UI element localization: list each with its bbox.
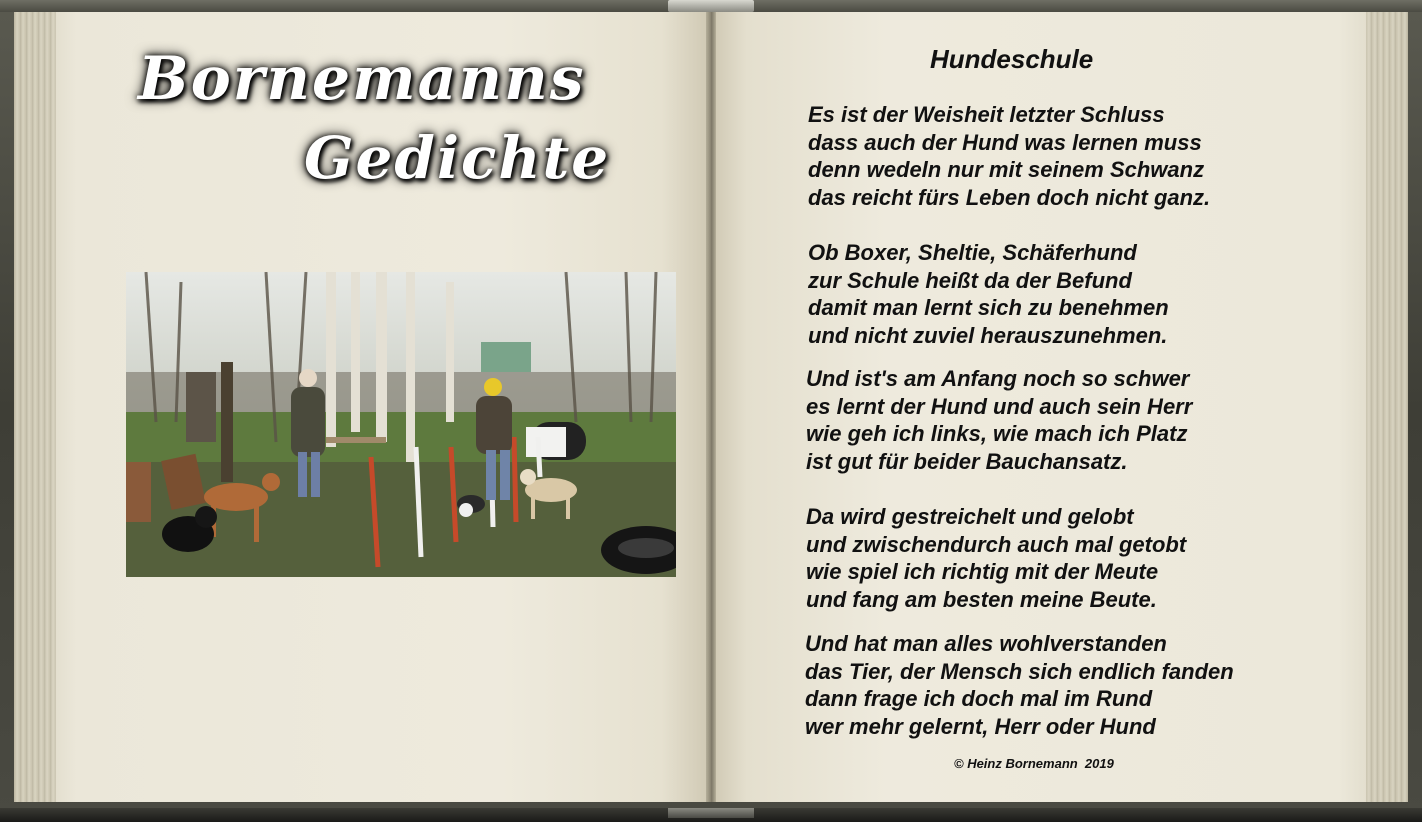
book-title-line2: Gedichte: [304, 124, 611, 192]
poem-line: wer mehr gelernt, Herr oder Hund: [805, 713, 1156, 739]
stanza-3: [806, 365, 1192, 475]
book-spine: [706, 12, 716, 802]
poem-line: wie spiel ich richtig mit der Meute: [806, 559, 1159, 584]
spine-cap-top: [668, 0, 754, 12]
right-page-edges: [1366, 12, 1408, 802]
poem-line: damit man lernt sich zu benehmen: [808, 295, 1169, 320]
stanza-1: [808, 101, 1210, 211]
poem-line: ist gut für beider Bauchansatz.: [806, 448, 1128, 474]
photo-illustration: [126, 272, 676, 577]
poem-line: Und hat man alles wohlverstanden: [805, 631, 1167, 656]
copyright-notice: © Heinz Bornemann 2019: [954, 756, 1114, 771]
poem-line: Ob Boxer, Sheltie, Schäferhund: [808, 240, 1137, 265]
poem-line: und fang am besten meine Beute.: [806, 586, 1157, 612]
poem-line: dass auch der Hund was lernen muss: [808, 129, 1202, 155]
spine-cap-bottom: [668, 808, 754, 818]
poem-line: das reicht fürs Leben doch nicht ganz.: [808, 184, 1211, 210]
poem-title: Hundeschule: [930, 44, 1094, 74]
poem-line: und zwischendurch auch mal getobt: [806, 531, 1187, 557]
poem-line: zur Schule heißt da der Befund: [808, 267, 1132, 293]
poem-line: wie geh ich links, wie mach ich Platz: [806, 421, 1188, 446]
poem-line: das Tier, der Mensch sich endlich fanden: [805, 658, 1234, 684]
stanza-4: [806, 503, 1186, 613]
poem-line: denn wedeln nur mit seinem Schwanz: [808, 157, 1205, 182]
stanza-2: [808, 239, 1169, 349]
stanza-5: [805, 630, 1234, 740]
poem-line: dann frage ich doch mal im Rund: [805, 686, 1153, 711]
poem-line: es lernt der Hund und auch sein Herr: [806, 393, 1193, 419]
book-title-line1: Bornemanns: [138, 44, 586, 114]
dog-school-photo: [126, 272, 676, 577]
poem-line: Und ist's am Anfang noch so schwer: [806, 366, 1190, 391]
poem-line: Es ist der Weisheit letzter Schluss: [808, 102, 1165, 127]
poem-line: und nicht zuviel herauszunehmen.: [808, 322, 1168, 348]
poem-line: Da wird gestreichelt und gelobt: [806, 504, 1134, 529]
left-page-edges: [14, 12, 56, 802]
